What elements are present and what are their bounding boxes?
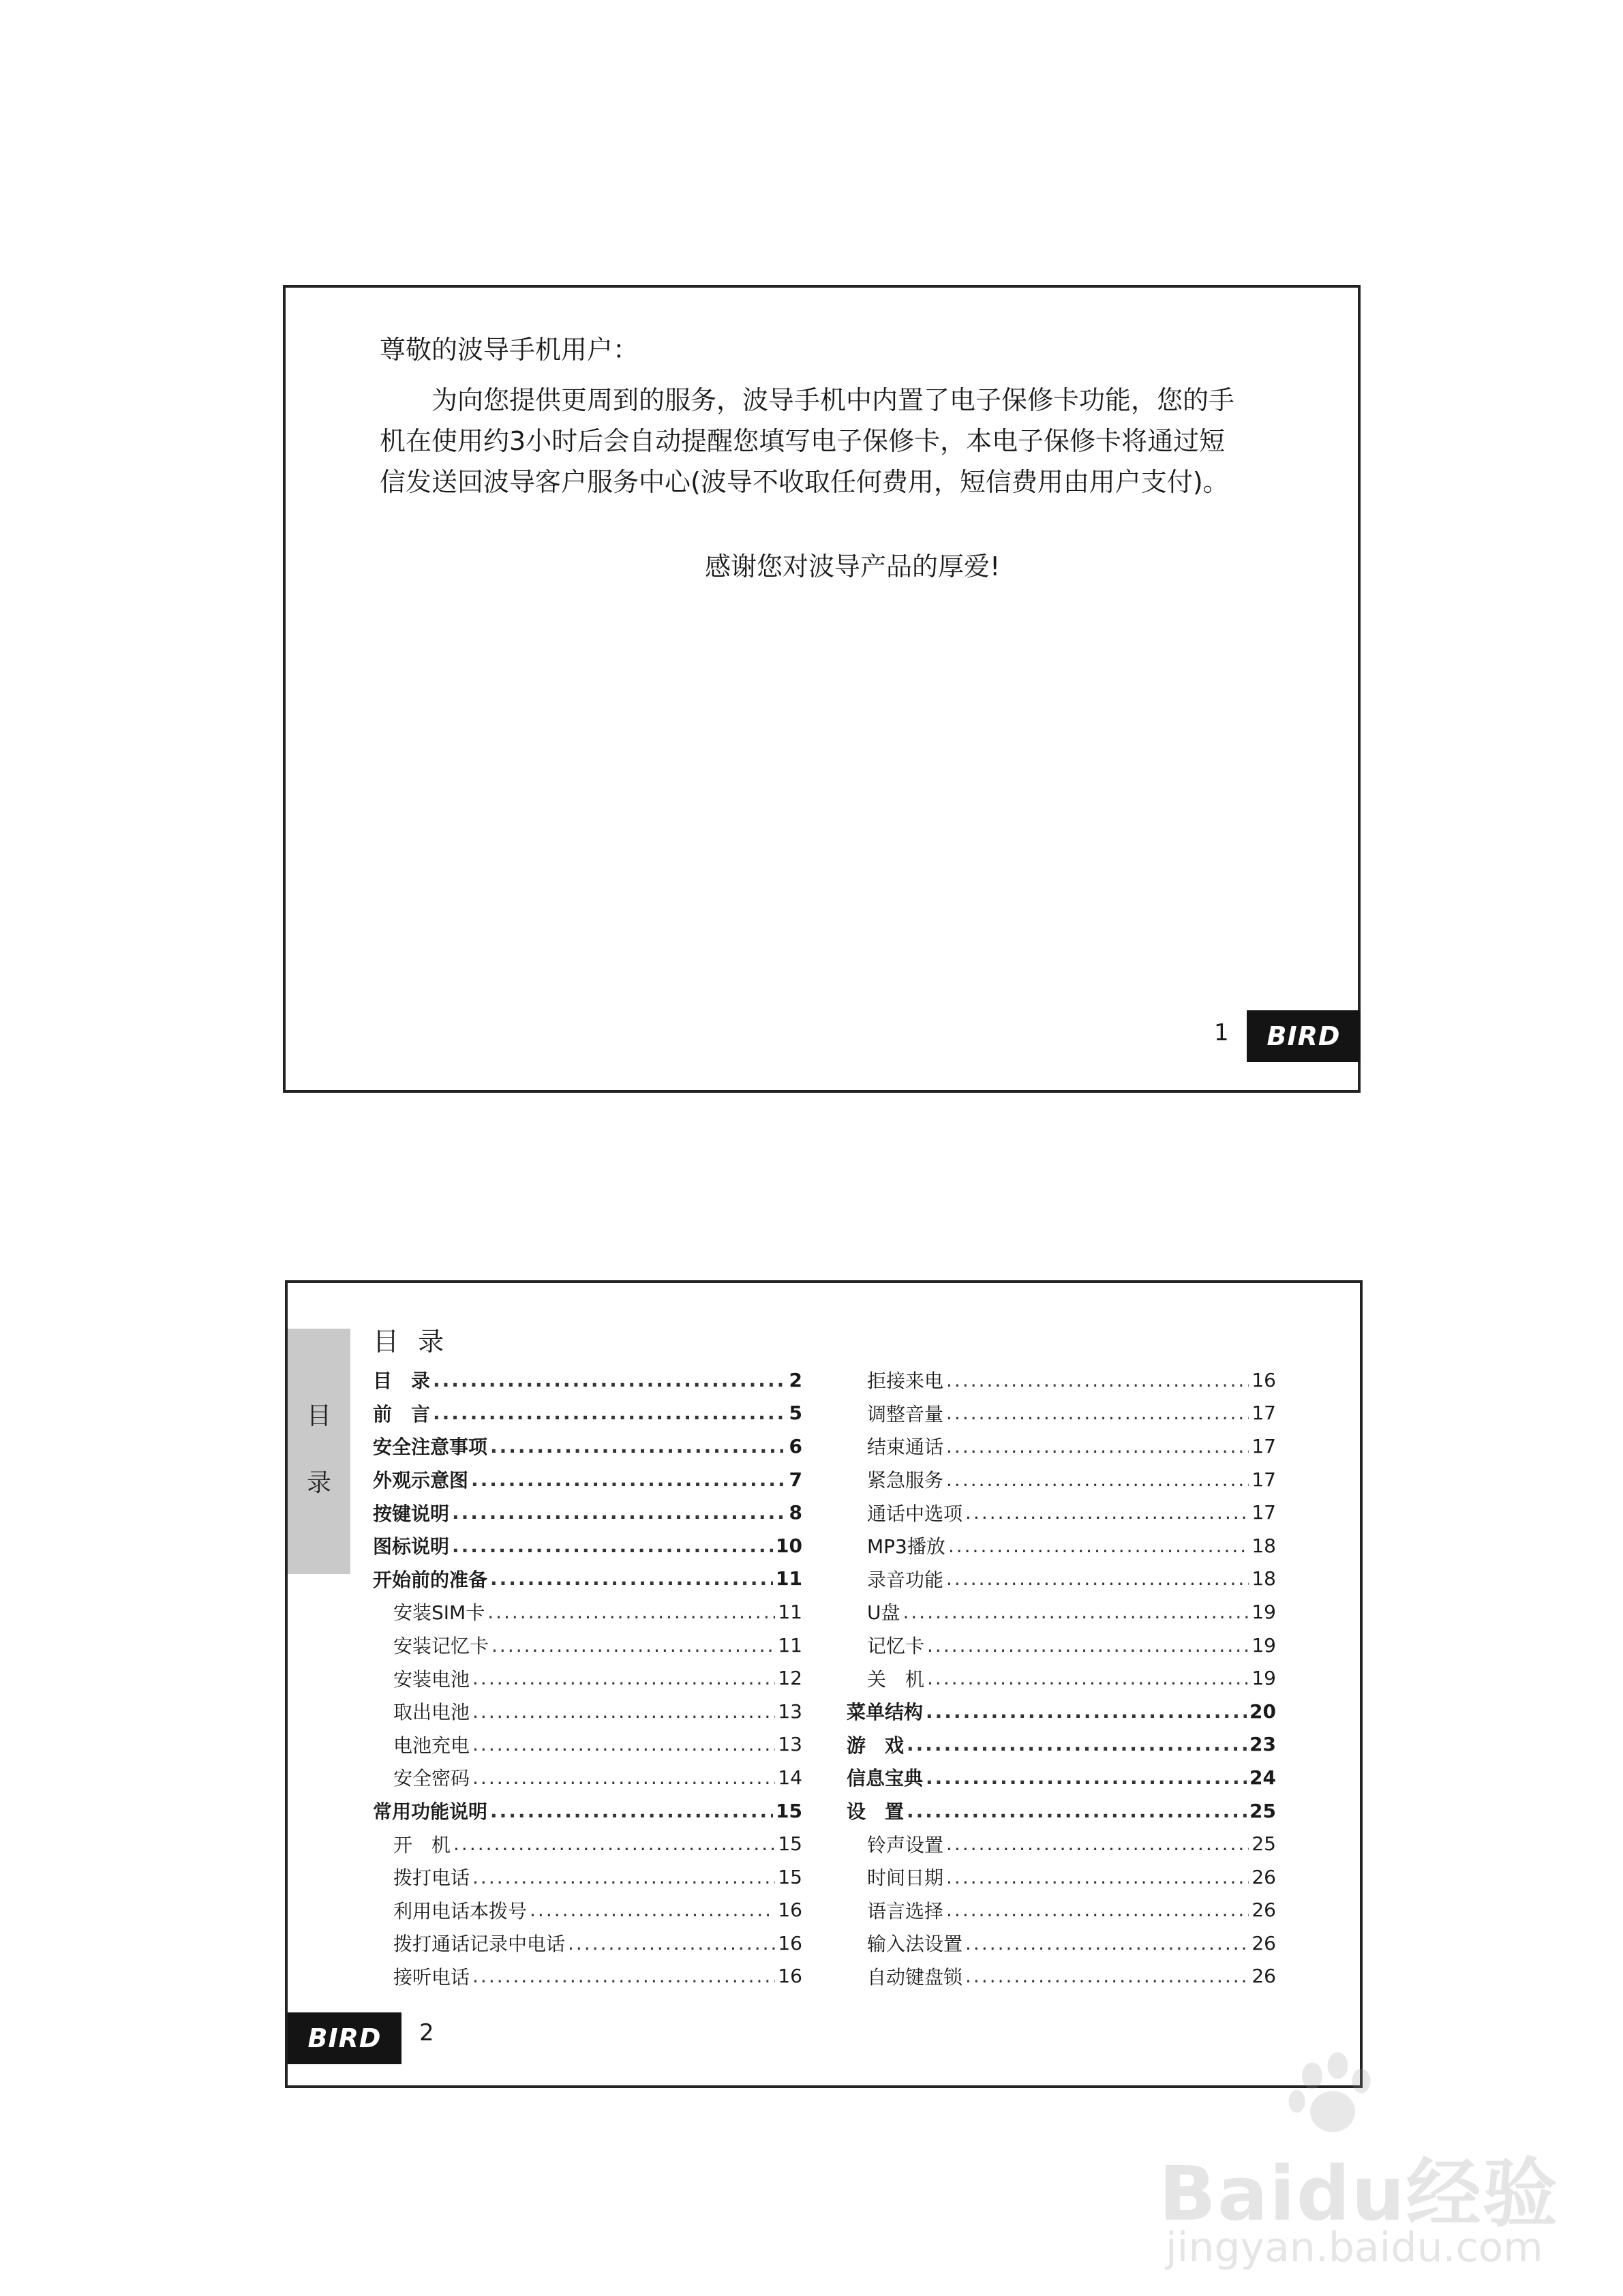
toc-entry-label: 拨打通话记录中电话 <box>393 1933 566 1956</box>
toc-entry <box>847 1860 1276 1894</box>
toc-entry <box>373 1794 802 1828</box>
toc-entry <box>847 1397 1276 1430</box>
toc-entry-page: 12 <box>778 1667 802 1690</box>
toc-left-column <box>373 1363 802 1993</box>
watermark-brand: Baidu经验 <box>1159 2150 1559 2237</box>
warranty-paragraph <box>380 380 1276 502</box>
toc-leader-dots <box>903 1601 1249 1623</box>
toc-entry <box>373 1430 802 1463</box>
toc-entry-page: 17 <box>1252 1402 1276 1425</box>
toc-entry-page: 26 <box>1252 1865 1276 1888</box>
toc-entry-label: 语言选择 <box>867 1899 944 1922</box>
toc-entry <box>373 1529 802 1562</box>
toc-entry <box>373 1397 802 1430</box>
logo-text: BIRD <box>307 2023 382 2053</box>
toc-entry-page: 5 <box>789 1402 802 1425</box>
toc-entry-label: 录音功能 <box>867 1568 944 1591</box>
toc-entry <box>373 1860 802 1894</box>
toc-leader-dots <box>490 1800 773 1822</box>
toc-entry-label: 安全密码 <box>393 1767 470 1790</box>
toc-entry <box>847 1595 1276 1629</box>
bird-logo <box>1247 1010 1361 1062</box>
toc-entry-label: 铃声设置 <box>867 1833 944 1856</box>
toc-leader-dots <box>487 1601 775 1623</box>
toc-entry-page: 10 <box>776 1534 802 1557</box>
toc-entry-label: U盘 <box>867 1601 900 1625</box>
toc-leader-dots <box>927 1634 1249 1657</box>
toc-entry-page: 19 <box>1252 1600 1276 1623</box>
toc-entry <box>847 1363 1276 1397</box>
toc-leader-dots <box>530 1899 775 1921</box>
toc-entry-page: 19 <box>1252 1667 1276 1690</box>
toc-entry-page: 16 <box>778 1965 802 1988</box>
toc-entry <box>847 1827 1276 1860</box>
toc-leader-dots <box>490 1435 783 1457</box>
toc-entry-page: 13 <box>778 1733 802 1756</box>
toc-entry-page: 14 <box>778 1766 802 1789</box>
toc-entry <box>847 1529 1276 1562</box>
toc-leader-dots <box>472 1733 775 1755</box>
toc-entry <box>373 1595 802 1629</box>
toc-entry-label: 通话中选项 <box>867 1502 963 1525</box>
toc-entry-page: 15 <box>778 1865 802 1888</box>
toc-leader-dots <box>946 1567 1249 1590</box>
toc-entry-label: 前 言 <box>373 1402 431 1425</box>
toc-entry <box>373 1661 802 1695</box>
toc-entry-label: 输入法设置 <box>867 1933 963 1956</box>
toc-leader-dots <box>907 1800 1247 1822</box>
toc-entry <box>373 1960 802 1993</box>
manual-page-2 <box>285 1280 1363 2088</box>
bird-logo <box>288 2012 401 2064</box>
toc-entry <box>373 1827 802 1860</box>
toc-entry <box>847 1562 1276 1596</box>
toc-entry-page: 2 <box>789 1368 802 1391</box>
toc-leader-dots <box>946 1468 1249 1491</box>
toc-entry-label: 菜单结构 <box>847 1701 924 1724</box>
side-tab-char: 目 <box>306 1402 331 1430</box>
toc-entry <box>373 1927 802 1960</box>
toc-entry-page: 19 <box>1252 1633 1276 1657</box>
toc-leader-dots <box>965 1965 1249 1987</box>
toc-entry-label: 紧急服务 <box>867 1469 944 1492</box>
toc-entry-label: 自动键盘锁 <box>867 1965 963 1989</box>
toc-entry-page: 11 <box>778 1633 802 1657</box>
page-number: 2 <box>419 2019 434 2046</box>
toc-entry-page: 6 <box>789 1434 802 1457</box>
toc-entry-page: 13 <box>778 1700 802 1723</box>
toc-entry <box>847 1661 1276 1695</box>
thanks-text: 感谢您对波导产品的厚爱! <box>705 552 1001 581</box>
toc-entry-label: 常用功能说明 <box>373 1800 488 1824</box>
toc-entry-page: 26 <box>1252 1965 1276 1988</box>
toc-entry-page: 17 <box>1252 1468 1276 1491</box>
toc-entry-label: 图标说明 <box>373 1535 450 1558</box>
toc-leader-dots <box>491 1634 775 1657</box>
toc-right-column <box>847 1363 1276 1993</box>
page-number: 1 <box>1214 1019 1229 1046</box>
side-tab <box>288 1329 350 1574</box>
toc-entry-page: 15 <box>778 1832 802 1856</box>
toc-entry <box>847 1430 1276 1463</box>
toc-entry-label: 利用电话本拨号 <box>393 1899 528 1922</box>
paw-icon <box>1281 2045 1384 2147</box>
toc-entry-page: 7 <box>789 1468 802 1491</box>
toc-entry-label: 电池充电 <box>393 1734 470 1757</box>
toc-entry-page: 11 <box>778 1600 802 1623</box>
toc-leader-dots <box>946 1866 1249 1888</box>
toc-leader-dots <box>926 1700 1247 1723</box>
paragraph-line: 机在使用约3小时后会自动提醒您填写电子保修卡，本电子保修卡将通过短 <box>380 426 1226 456</box>
toc-leader-dots <box>946 1369 1249 1391</box>
toc-entry-label: 游 戏 <box>847 1734 905 1757</box>
toc-leader-dots <box>490 1567 773 1590</box>
toc-entry-label: 按键说明 <box>373 1502 450 1525</box>
toc-entry-page: 18 <box>1252 1567 1276 1590</box>
toc-entry <box>373 1562 802 1596</box>
toc-entry-label: 设 置 <box>847 1800 905 1824</box>
toc-entry-label: 安装电池 <box>393 1667 470 1691</box>
toc-leader-dots <box>433 1369 783 1391</box>
logo-text: BIRD <box>1266 1021 1341 1051</box>
toc-entry-page: 18 <box>1252 1534 1276 1557</box>
toc-entry-label: 记忆卡 <box>867 1635 925 1658</box>
toc-entry <box>847 1761 1276 1794</box>
toc-entry-page: 16 <box>778 1931 802 1954</box>
toc-leader-dots <box>948 1535 1249 1557</box>
toc-entry <box>847 1927 1276 1960</box>
toc-leader-dots <box>946 1899 1249 1921</box>
toc-entry <box>373 1496 802 1529</box>
toc-entry-label: 关 机 <box>867 1667 925 1691</box>
toc-entry-page: 25 <box>1249 1799 1276 1822</box>
toc-leader-dots <box>433 1402 783 1424</box>
toc-leader-dots <box>926 1766 1247 1789</box>
toc-leader-dots <box>907 1733 1247 1755</box>
toc-entry-page: 16 <box>778 1899 802 1922</box>
toc-entry <box>847 1894 1276 1927</box>
toc-leader-dots <box>472 1965 775 1987</box>
toc-entry-page: 26 <box>1252 1899 1276 1922</box>
paragraph-line: 为向您提供更周到的服务，波导手机中内置了电子保修卡功能，您的手 <box>431 385 1235 415</box>
toc-entry <box>373 1761 802 1794</box>
toc-entry <box>847 1960 1276 1993</box>
toc-entry-label: 开 机 <box>393 1833 451 1856</box>
toc-leader-dots <box>965 1932 1249 1954</box>
toc-entry <box>373 1363 802 1397</box>
toc-entry-page: 20 <box>1249 1700 1276 1723</box>
greeting: 尊敬的波导手机用户： <box>380 335 639 365</box>
toc-entry-label: 结束通话 <box>867 1436 944 1459</box>
toc-title: 目 录 <box>373 1327 450 1357</box>
toc-entry-label: 调整音量 <box>867 1402 944 1425</box>
toc-entry-page: 26 <box>1252 1931 1276 1954</box>
toc-entry-page: 15 <box>776 1799 802 1822</box>
toc-entry <box>847 1695 1276 1728</box>
toc-entry-label: 信息宝典 <box>847 1767 924 1790</box>
toc-leader-dots <box>472 1700 775 1723</box>
toc-entry-label: 取出电池 <box>393 1701 470 1724</box>
toc-entry-page: 11 <box>776 1567 802 1590</box>
toc-entry-label: 时间日期 <box>867 1867 944 1890</box>
toc-leader-dots <box>453 1832 775 1855</box>
toc-leader-dots <box>946 1402 1249 1424</box>
toc-entry-label: 安装记忆卡 <box>393 1635 489 1658</box>
toc-leader-dots <box>472 1866 775 1888</box>
toc-leader-dots <box>452 1501 783 1524</box>
toc-entry <box>847 1496 1276 1529</box>
toc-entry-label: 接听电话 <box>393 1965 470 1989</box>
toc-entry-label: 拨打电话 <box>393 1867 470 1890</box>
toc-entry-page: 17 <box>1252 1501 1276 1524</box>
toc-entry <box>373 1463 802 1496</box>
toc-entry <box>373 1894 802 1927</box>
toc-leader-dots <box>452 1535 773 1557</box>
toc-entry <box>847 1463 1276 1496</box>
toc-leader-dots <box>568 1932 775 1954</box>
toc-entry <box>847 1629 1276 1662</box>
toc-entry <box>373 1629 802 1662</box>
toc-leader-dots <box>965 1501 1249 1524</box>
toc-entry-label: 外观示意图 <box>373 1469 469 1492</box>
toc-entry-page: 17 <box>1252 1434 1276 1457</box>
toc-leader-dots <box>471 1468 783 1491</box>
toc-entry <box>847 1728 1276 1762</box>
toc-entry-label: 开始前的准备 <box>373 1568 488 1591</box>
toc-entry-page: 16 <box>1252 1368 1276 1391</box>
toc-entry-page: 25 <box>1252 1832 1276 1856</box>
toc-entry-label: 安装SIM卡 <box>393 1601 485 1625</box>
toc-leader-dots <box>472 1766 775 1789</box>
toc-entry <box>373 1695 802 1728</box>
toc-entry <box>847 1794 1276 1828</box>
toc-leader-dots <box>946 1435 1249 1457</box>
paragraph-line: 信发送回波导客户服务中心(波导不收取任何费用，短信费用由用户支付)。 <box>380 467 1229 497</box>
toc-leader-dots <box>472 1667 775 1689</box>
toc-leader-dots <box>946 1832 1249 1855</box>
watermark-url: jingyan.baidu.com <box>1166 2224 1543 2271</box>
toc-leader-dots <box>927 1667 1249 1689</box>
toc-entry-page: 23 <box>1249 1733 1276 1756</box>
toc-entry-page: 24 <box>1249 1766 1276 1789</box>
toc-entry <box>373 1728 802 1762</box>
toc-entry-page: 8 <box>789 1501 802 1524</box>
toc-entry-label: MP3播放 <box>867 1535 945 1558</box>
toc-entry-label: 拒接来电 <box>867 1370 944 1393</box>
manual-page-1 <box>283 285 1361 1093</box>
toc-entry-label: 安全注意事项 <box>373 1436 488 1459</box>
toc-entry-label: 目 录 <box>373 1370 431 1393</box>
side-tab-char: 录 <box>306 1469 331 1497</box>
